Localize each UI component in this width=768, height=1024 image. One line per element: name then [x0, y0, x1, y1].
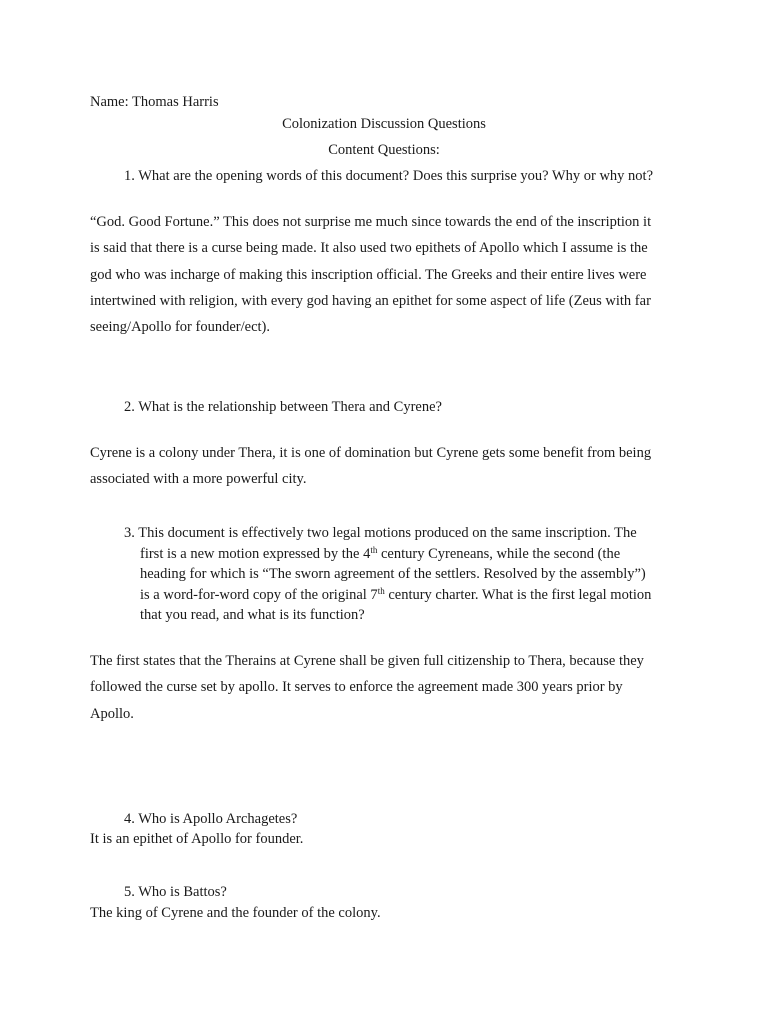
question-3-line: that you read, and what is its function? — [140, 607, 365, 623]
question-4: 4. Who is Apollo Archagetes? — [124, 811, 298, 827]
answer-1-line: is said that there is a curse being made. It also used two epithets of Apollo which I assume is the — [90, 240, 648, 257]
answer-1-line: “God. Good Fortune.” This does not surprise me much since towards the end of the inscription it — [90, 214, 652, 230]
question-3-line: heading for which is “The sworn agreement of the settlers. Resolved by the assembly”) — [140, 566, 646, 582]
document-title: Colonization Discussion Questions — [282, 116, 486, 132]
answer-3-line: The first states that the Therains at Cyrene shall be given full citizenship to Thera, because they — [90, 653, 644, 669]
question-3-line — [124, 585, 684, 606]
superscript: th — [377, 585, 385, 596]
question-3 — [124, 523, 684, 626]
answer-3-line: followed the curse set by apollo. It serves to enforce the agreement made 300 years prior by — [90, 679, 623, 696]
question-3-text: is a word-for-word copy of the original 7 — [140, 586, 378, 603]
question-3-text: century Cyreneans, while the second (the — [377, 545, 621, 562]
answer-3-line: Apollo. — [90, 705, 134, 722]
section-heading: Content Questions: — [328, 142, 440, 158]
answer-1-line: god who was incharge of making this inscription official. The Greeks and their entire lives were — [90, 266, 647, 283]
answer-4: It is an epithet of Apollo for founder. — [90, 831, 304, 847]
answer-1-line: intertwined with religion, with every god having an epithet for some aspect of life (Zeus with far — [90, 292, 651, 309]
answer-2-line: associated with a more powerful city. — [90, 471, 307, 488]
student-name: Name: Thomas Harris — [90, 94, 219, 110]
answer-5: The king of Cyrene and the founder of the colony. — [90, 905, 381, 921]
question-5: 5. Who is Battos? — [124, 884, 227, 900]
question-3-text: first is a new motion expressed by the 4 — [140, 545, 371, 562]
question-2: 2. What is the relationship between Thera and Cyrene? — [124, 399, 442, 415]
question-3-text: century charter. What is the first legal motion — [384, 586, 652, 603]
answer-1-line: seeing/Apollo for founder/ect). — [90, 319, 270, 336]
question-1: 1. What are the opening words of this document? Does this surprise you? Why or why not? — [124, 168, 654, 184]
answer-2 — [90, 440, 690, 493]
answer-3 — [90, 648, 690, 727]
answer-2-line: Cyrene is a colony under Thera, it is one of domination but Cyrene gets some benefit from being — [90, 445, 652, 461]
question-3-line — [124, 544, 684, 565]
question-3-line: 3. This document is effectively two legal motions produced on the same inscription. The — [124, 525, 637, 541]
answer-1 — [90, 209, 690, 340]
superscript: th — [370, 544, 378, 555]
